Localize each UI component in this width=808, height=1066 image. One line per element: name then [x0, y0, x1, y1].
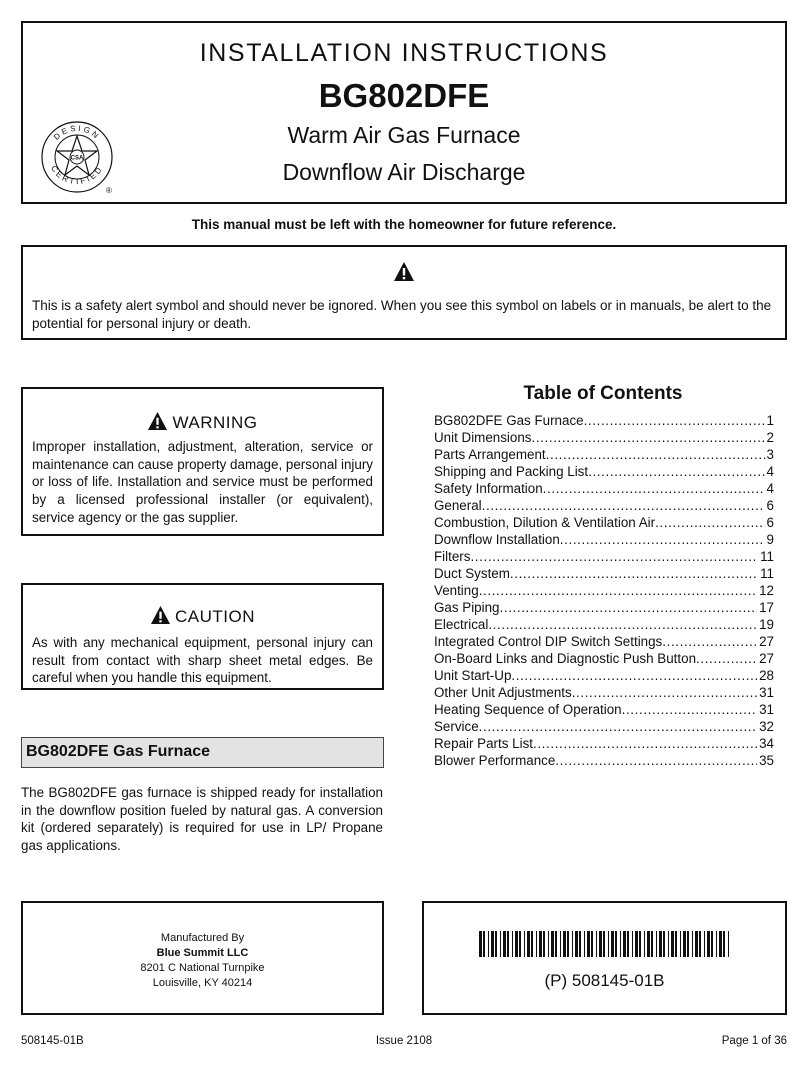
- toc-leader-dots: [532, 429, 765, 446]
- toc-leader-dots: [560, 531, 765, 548]
- toc-entry: [434, 752, 774, 769]
- toc-leader-dots: [588, 463, 764, 480]
- toc-leader-dots: [488, 616, 757, 633]
- toc-entry-page: 4: [766, 464, 774, 479]
- toc-entry-title: Other Unit Adjustments: [434, 685, 572, 700]
- section-body-text: The BG802DFE gas furnace is shipped ready for installation in the downflow position fueled by natural gas. A conversion kit (ordered separately) is required for use in LP/ Propane gas applications.: [21, 785, 383, 854]
- registered-mark: ®: [106, 186, 112, 195]
- toc-entry: [434, 548, 774, 565]
- toc-leader-dots: [555, 752, 757, 769]
- toc-entry-title: Repair Parts List: [434, 736, 533, 751]
- toc-entry-title: Shipping and Packing List: [434, 464, 589, 479]
- toc-entry: [434, 463, 774, 480]
- toc-entry-title: Electrical: [434, 617, 489, 632]
- toc-entry: [434, 684, 774, 701]
- toc-entry-title: Heating Sequence of Operation: [434, 702, 622, 717]
- footer-issue: Issue 2108: [375, 1035, 433, 1047]
- warning-text: Improper installation, adjustment, alteration, service or maintenance can cause property damage, personal injury or loss of life. Installation and service must be performed by a licensed professional installer (or equivalent), service agency or the gas supplier.: [32, 439, 373, 525]
- seal-center-text: CSA: [70, 155, 84, 162]
- toc-leader-dots: [572, 684, 757, 701]
- toc-entry-title: Parts Arrangement: [434, 447, 546, 462]
- toc-entry: [434, 531, 774, 548]
- toc-entry-page: 2: [766, 430, 774, 445]
- footer-page-number: Page 1 of 36: [721, 1035, 787, 1047]
- toc-entry: [434, 735, 774, 752]
- toc-entry-page: 4: [766, 481, 774, 496]
- toc-entry-title: On-Board Links and Diagnostic Push Button: [434, 651, 697, 666]
- toc-leader-dots: [470, 548, 758, 565]
- toc-leader-dots: [482, 497, 765, 514]
- toc-entry-page: 11: [760, 566, 774, 581]
- toc-entry-page: 19: [759, 617, 774, 632]
- toc-entry-title: Combustion, Dilution & Ventilation Air: [434, 515, 656, 530]
- toc-entry: [434, 701, 774, 718]
- toc-entry: [434, 616, 774, 633]
- toc-entry-title: Filters: [434, 549, 471, 564]
- barcode-box: [422, 901, 787, 1015]
- toc-leader-dots: [546, 446, 765, 463]
- toc-leader-dots: [511, 667, 757, 684]
- manufactured-by-label: Manufactured By: [160, 932, 245, 944]
- toc-entry: [434, 446, 774, 463]
- toc-entry-page: 1: [766, 413, 774, 428]
- toc-title: Table of Contents: [523, 383, 683, 404]
- homeowner-notice: This manual must be left with the homeowner for future reference.: [191, 217, 617, 232]
- toc-leader-dots: [622, 701, 757, 718]
- caution-box: [21, 583, 384, 690]
- toc-entry-title: Unit Dimensions: [434, 430, 532, 445]
- toc-leader-dots: [479, 582, 757, 599]
- toc-entry-page: 31: [759, 685, 774, 700]
- toc-leader-dots: [584, 412, 765, 429]
- toc-entry-page: 6: [766, 498, 774, 513]
- toc-leader-dots: [510, 565, 758, 582]
- toc-entry-title: General: [434, 498, 482, 513]
- warning-triangle-icon: [393, 261, 415, 283]
- toc-leader-dots: [479, 718, 757, 735]
- toc-entry-page: 17: [759, 600, 774, 615]
- toc-entry-title: Blower Performance: [434, 753, 556, 768]
- toc-leader-dots: [662, 633, 757, 650]
- warning-triangle-icon: [147, 411, 168, 431]
- safety-alert-box: [21, 245, 787, 340]
- seal-bottom-text: CERTIFIED: [49, 163, 105, 187]
- manufacturer-address-line2: Louisville, KY 40214: [152, 977, 253, 989]
- seal-top-text: DESIGN: [52, 123, 102, 142]
- toc-entry: [434, 599, 774, 616]
- toc-entry: [434, 480, 774, 497]
- toc-leader-dots: [655, 514, 764, 531]
- caution-title: CAUTION: [175, 607, 255, 626]
- manufacturer-name: Blue Summit LLC: [156, 947, 249, 959]
- warning-box: [21, 387, 384, 536]
- model-title: BG802DFE: [318, 77, 490, 114]
- toc-entry-title: Duct System: [434, 566, 510, 581]
- toc-entry-page: 3: [766, 447, 774, 462]
- safety-alert-text: This is a safety alert symbol and should never be ignored. When you see this symbol on labels or in manuals, be alert to the potential for personal injury or death.: [32, 298, 772, 331]
- toc-leader-dots: [500, 599, 758, 616]
- toc-entry-page: 27: [759, 634, 774, 649]
- product-subtitle: Warm Air Gas Furnace: [287, 122, 521, 148]
- toc-entry-page: 27: [759, 651, 774, 666]
- manufacturer-address-line1: 8201 C National Turnpike: [140, 962, 265, 974]
- toc-entry-title: Venting: [434, 583, 479, 598]
- svg-text:CERTIFIED: [49, 164, 105, 186]
- toc-entry-page: 6: [766, 515, 774, 530]
- toc-entry: [434, 667, 774, 684]
- toc-entry-title: Service: [434, 719, 479, 734]
- part-number: (P) 508145-01B: [544, 971, 665, 990]
- toc-entry: [434, 497, 774, 514]
- toc-entry-title: BG802DFE Gas Furnace: [434, 413, 584, 428]
- toc-entry-title: Safety Information: [434, 481, 543, 496]
- discharge-subtitle: Downflow Air Discharge: [282, 159, 526, 185]
- toc-entry-page: 11: [760, 549, 774, 564]
- toc-entry-page: 28: [759, 668, 774, 683]
- toc-entry-page: 32: [759, 719, 774, 734]
- caution-text: As with any mechanical equipment, personal injury can result from contact with sharp sheet metal edges. Be careful when you handle this equipment.: [32, 635, 373, 686]
- toc-entry: [434, 429, 774, 446]
- design-certified-seal-icon: [39, 119, 115, 195]
- toc-entry: [434, 582, 774, 599]
- title-block: [21, 21, 787, 204]
- toc-entry-page: 34: [759, 736, 774, 751]
- toc-entry-title: Unit Start-Up: [434, 668, 512, 683]
- section-heading: BG802DFE Gas Furnace: [21, 737, 384, 768]
- toc-entry-title: Gas Piping: [434, 600, 500, 615]
- toc-entry-title: Integrated Control DIP Switch Settings: [434, 634, 663, 649]
- warning-title: WARNING: [172, 413, 258, 432]
- toc-entry-page: 35: [759, 753, 774, 768]
- toc-entry-page: 12: [759, 583, 774, 598]
- doc-type-title: INSTALLATION INSTRUCTIONS: [199, 39, 609, 67]
- toc-entry: [434, 633, 774, 650]
- toc-entry: [434, 514, 774, 531]
- warning-triangle-icon: [150, 605, 171, 625]
- manufacturer-box: [21, 901, 384, 1015]
- toc-entry-title: Downflow Installation: [434, 532, 560, 547]
- toc-entry: [434, 565, 774, 582]
- table-of-contents: [434, 412, 774, 769]
- footer-doc-number: 508145-01B: [21, 1035, 84, 1047]
- barcode-icon: [479, 931, 731, 957]
- toc-entry: [434, 412, 774, 429]
- toc-entry-page: 31: [759, 702, 774, 717]
- toc-entry: [434, 650, 774, 667]
- toc-entry-page: 9: [766, 532, 774, 547]
- toc-leader-dots: [696, 650, 757, 667]
- toc-leader-dots: [543, 480, 765, 497]
- toc-entry: [434, 718, 774, 735]
- toc-leader-dots: [533, 735, 757, 752]
